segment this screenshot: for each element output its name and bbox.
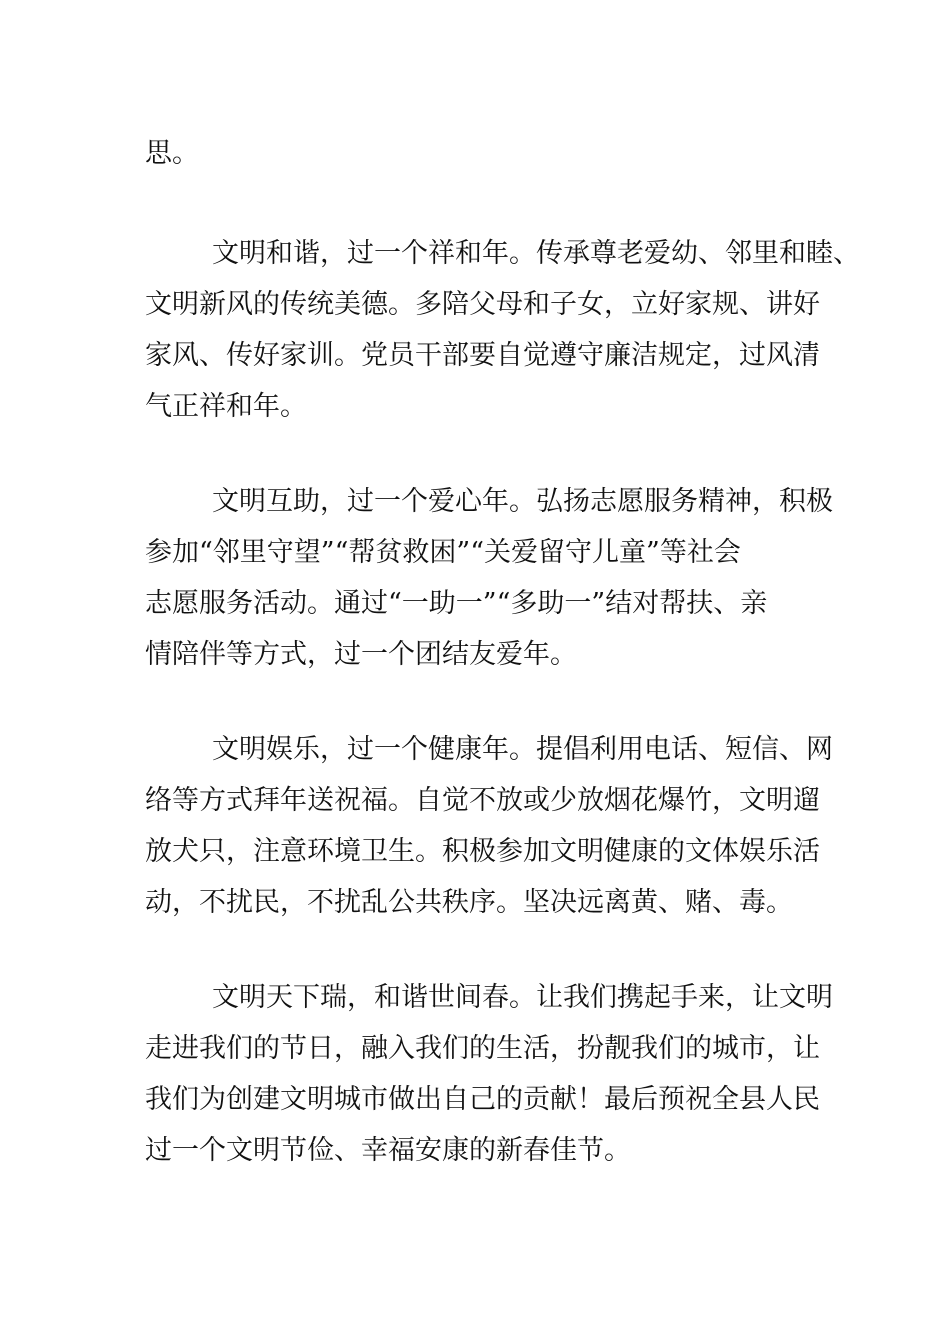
paragraph-line: 思。 [145, 138, 199, 169]
paragraph-line: 文明互助，过一个爱心年。弘扬志愿服务精神，积极 [212, 486, 833, 517]
paragraph-line: 参加“邻里守望”“帮贫救困”“关爱留守儿童”等社会 [145, 537, 741, 568]
paragraph-line: 文明娱乐，过一个健康年。提倡利用电话、短信、网 [212, 734, 833, 765]
paragraph-line: 文明天下瑞，和谐世间春。让我们携起手来，让文明 [212, 982, 833, 1013]
paragraph-line: 过一个文明节俭、幸福安康的新春佳节。 [145, 1135, 631, 1166]
paragraph-line: 动，不扰民，不扰乱公共秩序。坚决远离黄、赌、毒。 [145, 887, 793, 918]
paragraph-4 [145, 724, 833, 928]
paragraph-line: 文明和谐，过一个祥和年。传承尊老爱幼、邻里和睦、 [212, 238, 860, 269]
paragraph-5 [145, 972, 833, 1176]
paragraph-line: 走进我们的节日，融入我们的生活，扮靓我们的城市，让 [145, 1033, 820, 1064]
paragraph-line: 气正祥和年。 [145, 391, 307, 422]
paragraph-line: 放犬只，注意环境卫生。积极参加文明健康的文体娱乐活 [145, 836, 820, 867]
paragraph-line: 络等方式拜年送祝福。自觉不放或少放烟花爆竹，文明遛 [145, 785, 820, 816]
paragraph-line: 我们为创建文明城市做出自己的贡献！最后预祝全县人民 [145, 1084, 820, 1115]
paragraph-3 [145, 476, 833, 680]
paragraph-line: 情陪伴等方式，过一个团结友爱年。 [145, 639, 577, 670]
paragraph-line: 家风、传好家训。党员干部要自觉遵守廉洁规定，过风清 [145, 340, 820, 371]
paragraph-2 [145, 228, 860, 432]
paragraph-1 [145, 128, 820, 179]
paragraph-line: 志愿服务活动。通过“一助一”“多助一”结对帮扶、亲 [145, 588, 768, 619]
paragraph-line: 文明新风的传统美德。多陪父母和子女，立好家规、讲好 [145, 289, 820, 320]
